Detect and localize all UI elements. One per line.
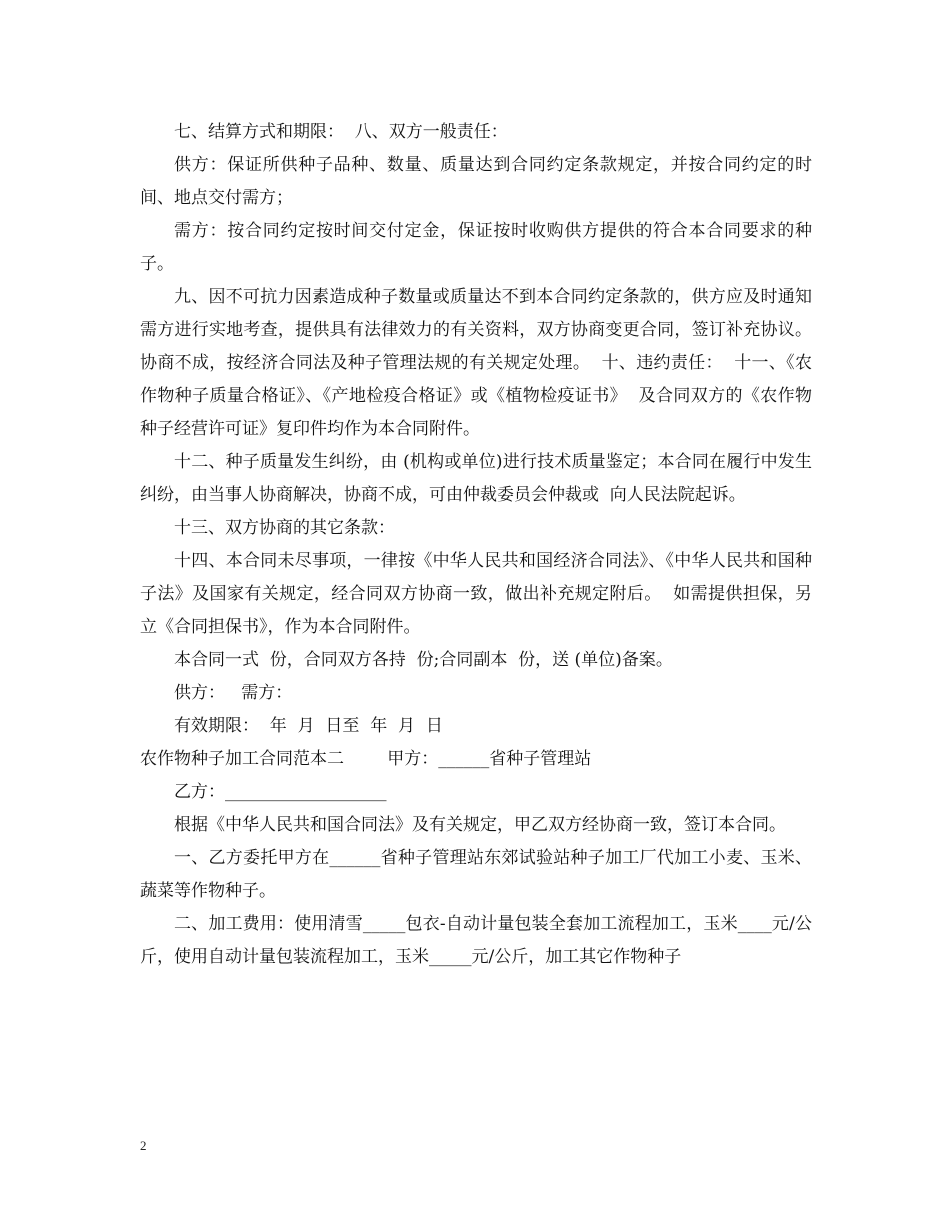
paragraph-buyer-duty: 需方：按合同约定按时间交付定金，保证按时收购供方提供的符合本合同要求的种子。	[140, 221, 812, 274]
paragraph-supplier-duty: 供方：保证所供种子品种、数量、质量达到合同约定条款规定，并按合同约定的时间、地点交付需方；	[140, 155, 812, 208]
paragraph-unspecified-matters: 十四、本合同未尽事项，一律按《中华人民共和国经济合同法》、《中华人民共和国种子法》及国家有关规定，经合同双方协商一致，做出补充规定附后。 如需提供担保，另立《合同担保书》，作为本合同附件。	[140, 551, 812, 637]
paragraph-signatories: 供方： 需方：	[174, 683, 293, 703]
paragraph-validity: 有效期限： 年 月 日至 年 月 日	[174, 716, 443, 736]
page-number: 2	[140, 1138, 147, 1153]
paragraph-copies: 本合同一式 份，合同双方各持 份;合同副本 份，送 (单位)备案。	[174, 650, 673, 670]
paragraph-force-majeure: 九、因不可抗力因素造成种子数量或质量达不到本合同约定条款的，供方应及时通知需方进行实地考查，提供具有法律效力的有关资料，双方协商变更合同，签订补充协议。协商不成，按经济合同法及种子管理法规的有关规定处理。 十、违约责任： 十一、《农作物种子质量合格证》、《产地检疫合格证》或《植物检疫证书》 及合同双方的《农作物种子经营许可证》复印件均作为本合同附件。	[140, 287, 812, 439]
paragraph-clause-two: 二、加工费用：使用清雪_____包衣-自动计量包装全套加工流程加工，玉米____元/公斤，使用自动计量包装流程加工，玉米_____元/公斤，加工其它作物种子	[140, 914, 812, 967]
paragraph-clause-one: 一、乙方委托甲方在______省种子管理站东郊试验站种子加工厂代加工小麦、玉米、蔬菜等作物种子。	[140, 848, 812, 901]
paragraph-party-b: 乙方：___________________	[174, 782, 387, 802]
document-body	[140, 116, 812, 974]
paragraph-basis: 根据《中华人民共和国合同法》及有关规定，甲乙双方经协商一致，签订本合同。	[174, 815, 786, 835]
paragraph-template-two-title: 农作物种子加工合同范本二 甲方：______省种子管理站	[140, 749, 592, 769]
paragraph-other-terms: 十三、双方协商的其它条款：	[174, 518, 395, 538]
paragraph-settlement: 七、结算方式和期限： 八、双方一般责任：	[174, 122, 508, 142]
paragraph-dispute: 十二、种子质量发生纠纷，由 (机构或单位)进行技术质量鉴定；本合同在履行中发生纠纷，由当事人协商解决，协商不成，可由仲裁委员会仲裁或 向人民法院起诉。	[140, 452, 812, 505]
